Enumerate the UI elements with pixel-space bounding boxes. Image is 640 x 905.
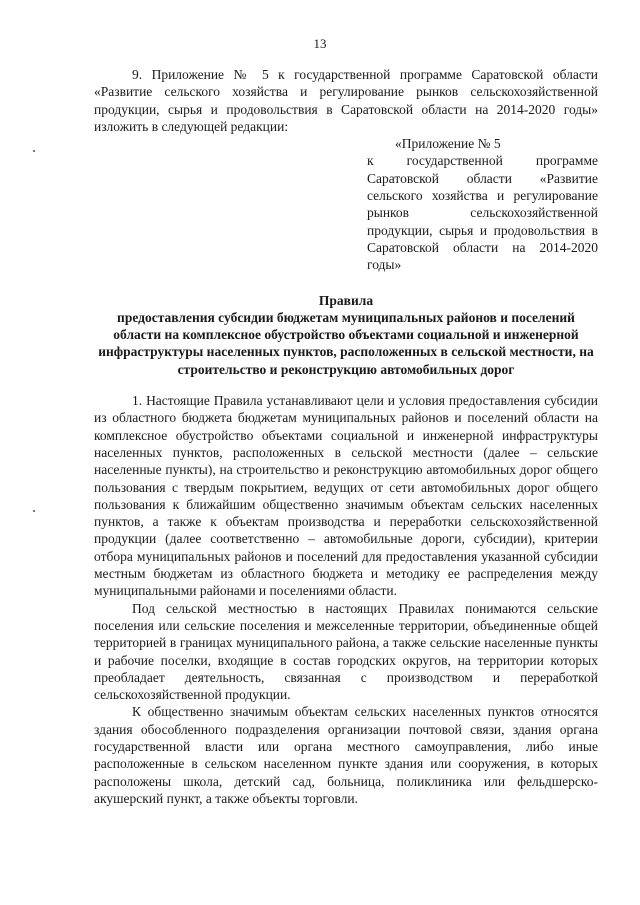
appendix-title: «Приложение № 5 [395, 136, 501, 152]
paragraph-1: 1. Настоящие Правила устанавливают цели и условия предоставления субсидии из областного бюджета бюджетам муниципальных районов и поселений области на комплексное обустройство объектами социальной и инженерной инфраструктуры населенных пунктов, расположенных в сельской местности (далее – сельские населенные пункты), на строительство и реконструкцию автомобильных дорог общего пользования с твердым покрытием, ведущих от сети автомобильных дорог общего пользования к ближайшим общественно значимым объектам сельских населенных пунктов, а также к объектам производства и переработки сельскохозяйственной продукции (далее соответственно – автомобильные дороги, субсидии), критерии отбора муниципальных районов и поселений для предоставления указанной субсидии местным бюджетам из областного бюджета и методику ее распределения между муниципальными районами и поселениями области. [94, 393, 598, 599]
rules-heading: Правила [318, 292, 374, 308]
amendment-intro: 9. Приложение № 5 к государственной программе Саратовской области «Развитие сельского хозяйства и регулирование рынков сельскохозяйственной продукции, сырья и продовольствия в Саратовской области на 2014-2020 годы» изложить в следующей редакции: [94, 67, 598, 134]
rules-text [94, 392, 598, 807]
scan-speck [33, 150, 35, 152]
appendix-reference [367, 135, 598, 273]
page-number: 13 [313, 36, 327, 51]
scan-speck [33, 510, 35, 512]
paragraph-2: Под сельской местностью в настоящих Правилах понимаются сельские поселения или сельские поселения и межселенные территории, объединенные общей территорией в границах муниципального района, а также сельские населенные пункты и рабочие поселки, входящие в состав городских округов, на территории которых преобладает деятельность, связанная с производством и переработкой сельскохозяйственной продукции. [94, 600, 598, 703]
appendix-subtitle: к государственной программе Саратовской области «Развитие сельского хозяйства и регулирование рынков сельскохозяйственной продукции, сырья и продовольствия в Саратовской области на 2014-2020 годы» [367, 153, 598, 273]
document-body [94, 66, 598, 807]
rules-title-block [94, 292, 598, 378]
rules-subtitle: предоставления субсидии бюджетам муниципальных районов и поселений области на комплексное обустройство объектами социальной и инженерной инфраструктуры населенных пунктов, расположенных в сельской местности, на строительство и реконструкцию автомобильных дорог [98, 309, 594, 377]
paragraph-3: К общественно значимым объектам сельских населенных пунктов относятся здания обособленного подразделения организации почтовой связи, здания органа государственной власти или органа местного самоуправления, либо иные расположенные в сельском населенном пункте здания или сооружения, в которых расположены школа, детский сад, больница, поликлиника или фельдшерско-акушерский пункт, а также объекты торговли. [94, 704, 598, 806]
